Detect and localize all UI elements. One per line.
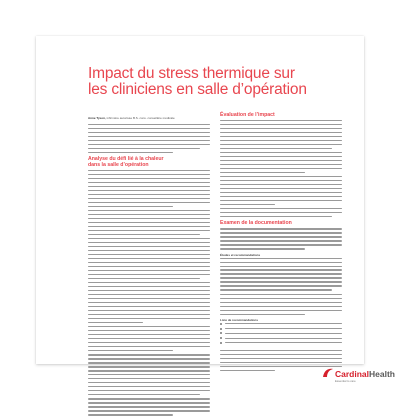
documentation-bullets bbox=[220, 323, 342, 347]
title-line-2: les cliniciens en salle d’opération bbox=[88, 81, 307, 98]
author-name: Anne Tyson, bbox=[88, 116, 106, 120]
impact-paragraph-2 bbox=[220, 152, 342, 173]
analysis-paragraph-6 bbox=[88, 354, 210, 395]
analysis-paragraph-5 bbox=[88, 326, 210, 351]
documentation-paragraph-2 bbox=[220, 258, 342, 291]
right-column bbox=[220, 112, 342, 374]
documentation-subheading: Études et recommandations bbox=[220, 252, 261, 257]
section-heading-documentation: Examen de la documentation bbox=[220, 220, 292, 227]
analysis-paragraph-4 bbox=[88, 282, 210, 323]
analysis-paragraph-7 bbox=[88, 398, 210, 415]
logo-tagline: Essential to care bbox=[335, 379, 356, 383]
impact-paragraph-1 bbox=[220, 120, 342, 149]
svg-text:CardinalHealth: CardinalHealth bbox=[335, 369, 395, 379]
section-heading-impact: Évaluation de l’impact bbox=[220, 112, 275, 118]
analysis-paragraph-1 bbox=[88, 170, 210, 207]
cardinal-health-logo-mark bbox=[320, 366, 395, 380]
analysis-paragraph-3 bbox=[88, 238, 210, 279]
impact-paragraph-3 bbox=[220, 176, 342, 205]
section-heading-analysis-line-2: dans la salle d’opération bbox=[88, 162, 149, 169]
title-line-1: Impact du stress thermique sur bbox=[88, 65, 295, 82]
documentation-paragraph-1 bbox=[220, 228, 342, 249]
intro-paragraph-1 bbox=[88, 124, 210, 153]
list-item bbox=[220, 342, 342, 347]
section-heading-analysis bbox=[88, 156, 210, 168]
analysis-paragraph-2 bbox=[88, 210, 210, 235]
document-title bbox=[88, 66, 328, 98]
author-role: infirmière autorisée B.S. cons. conseillère médicale bbox=[106, 116, 175, 120]
section-heading-analysis-line-1: Analyse du défi lié à la chaleur bbox=[88, 156, 164, 163]
document-page bbox=[36, 36, 395, 383]
left-column bbox=[88, 124, 210, 419]
documentation-paragraph-3 bbox=[220, 294, 342, 315]
cardinal-health-logo bbox=[320, 366, 395, 386]
author-byline bbox=[88, 116, 208, 121]
impact-paragraph-4 bbox=[220, 208, 342, 217]
documentation-subheading-2: Liste de recommandations bbox=[220, 317, 259, 322]
